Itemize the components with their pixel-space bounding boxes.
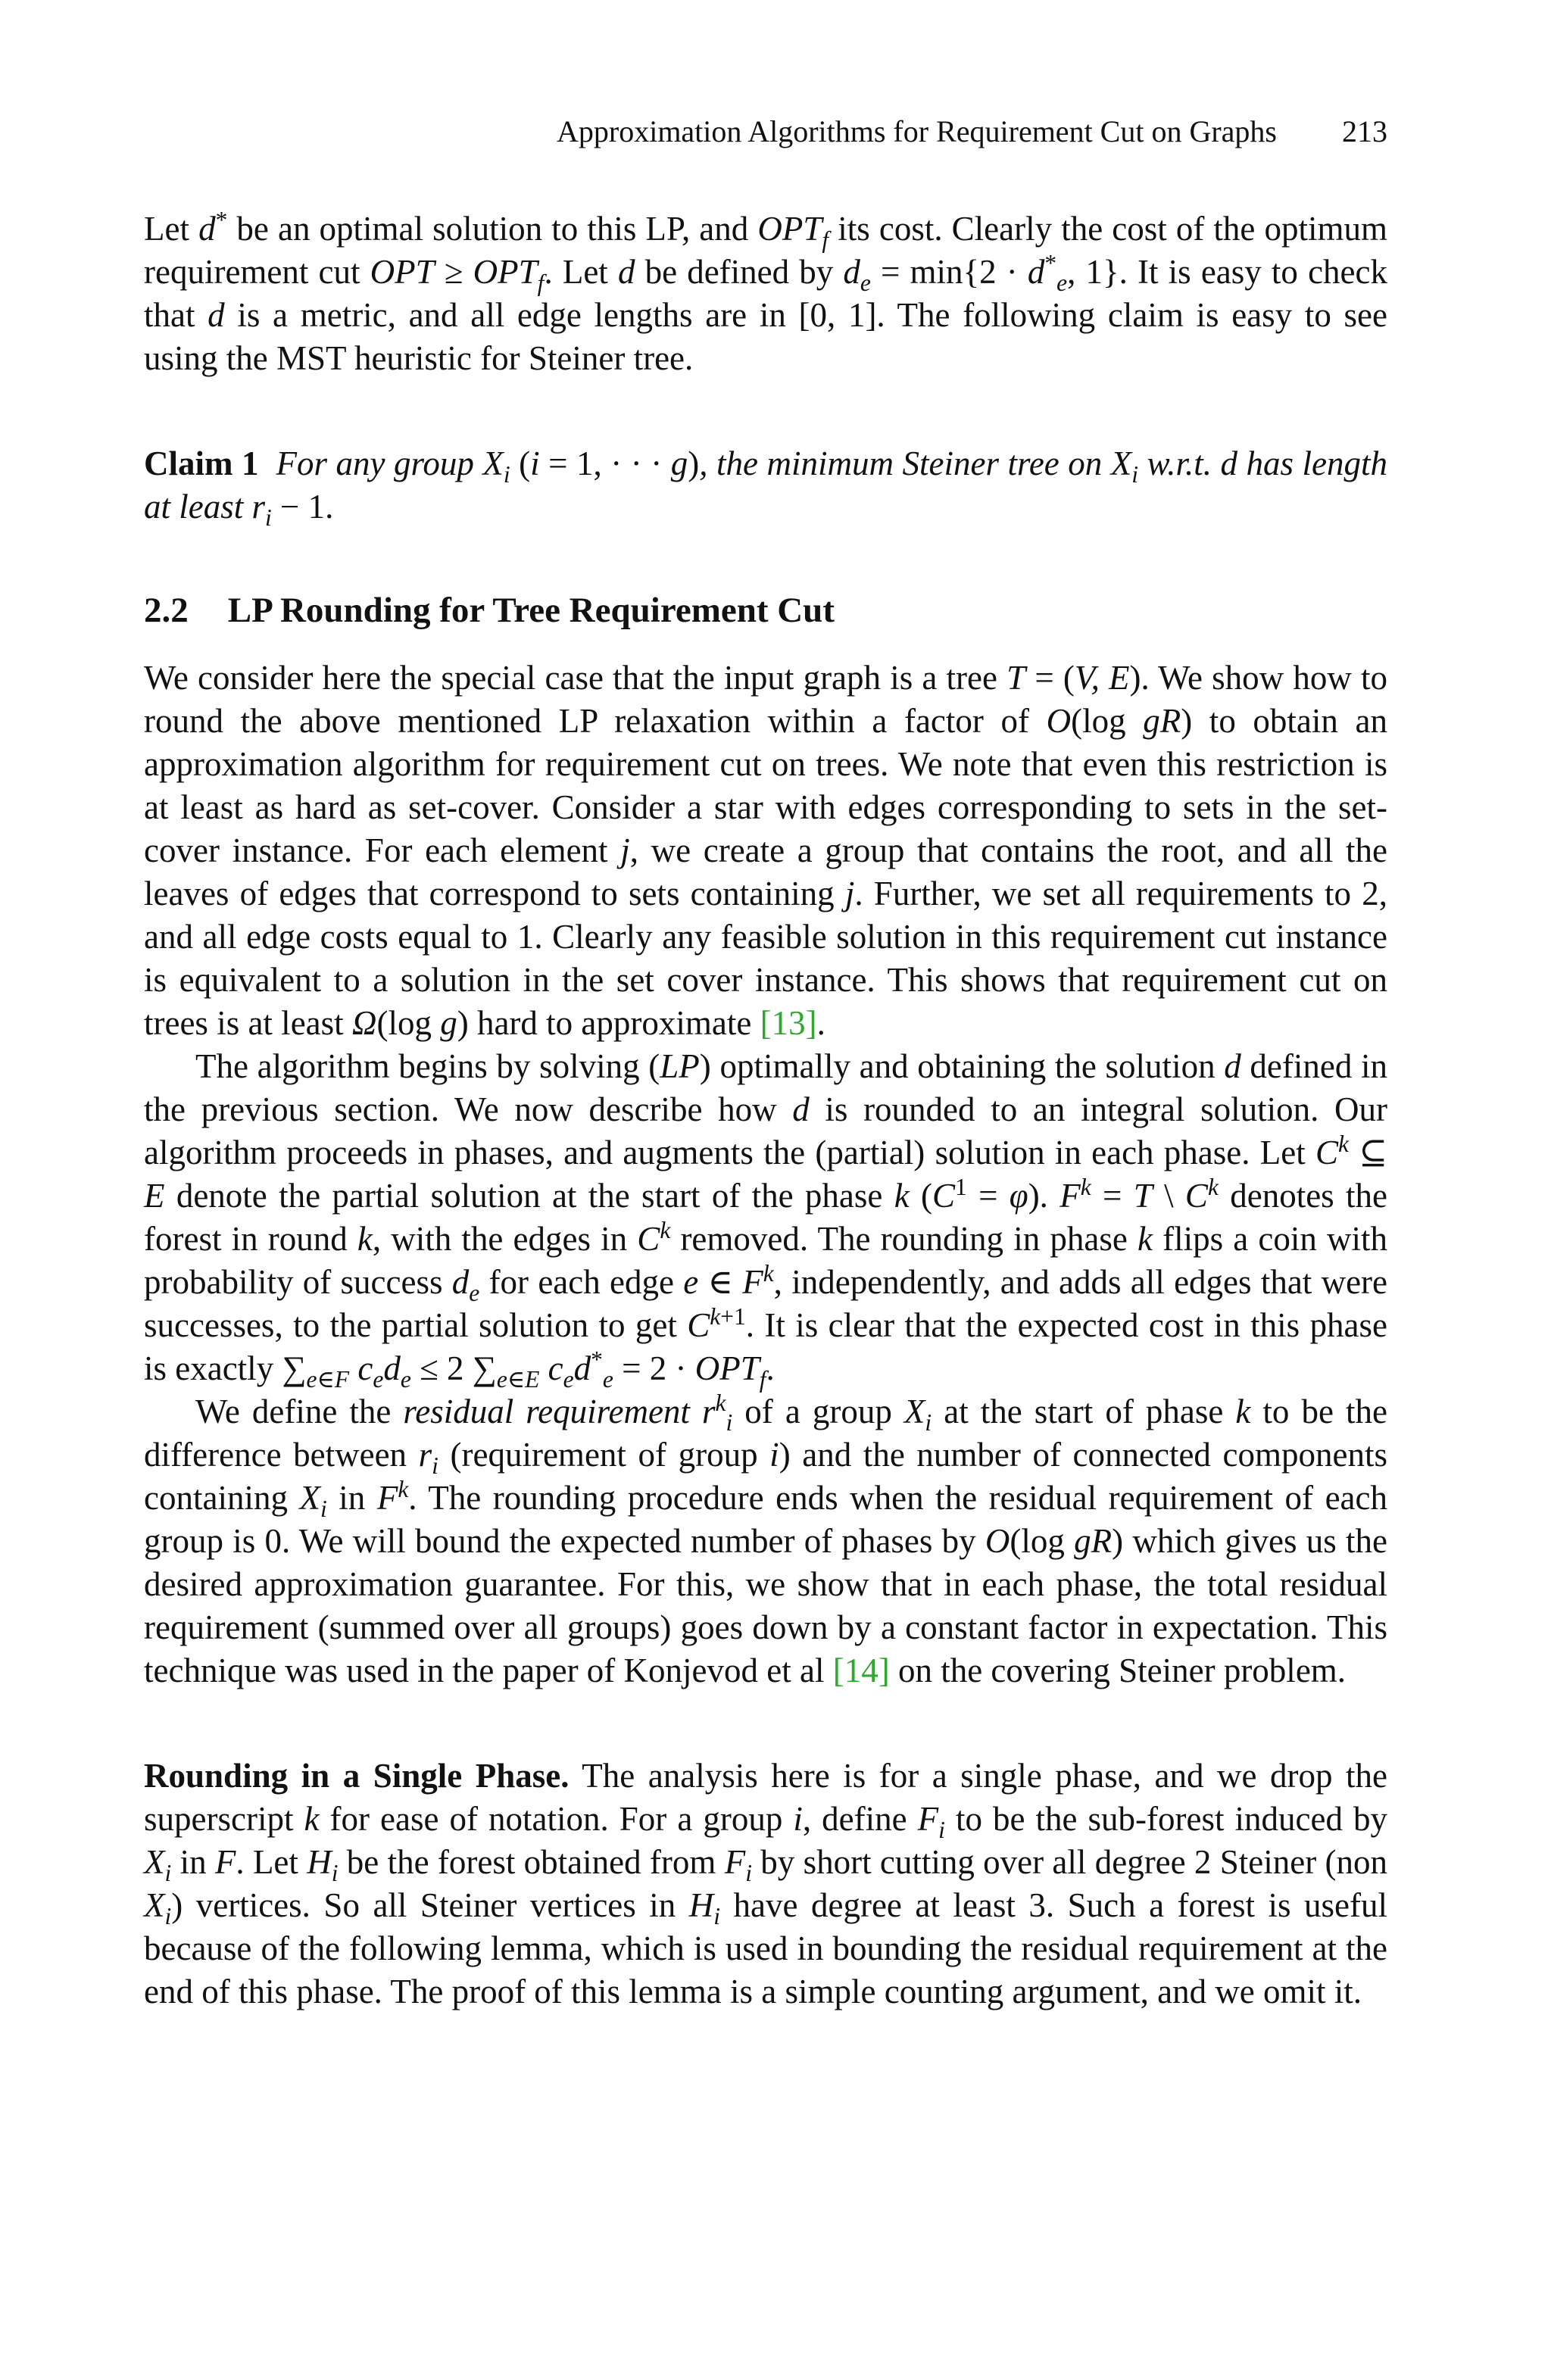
page <box>144 114 1387 2013</box>
section-title: LP Rounding for Tree Requirement Cut <box>227 591 835 630</box>
running-header <box>144 114 1387 150</box>
claim-1: Claim 1 For any group $X_i$ (i = 1, · · · g), the minimum Steiner tree on $X_i$ w.r.t. d has length at least $r_i - 1$. <box>144 444 1388 531</box>
run-in-heading: Rounding in a Single Phase. <box>144 1757 570 1795</box>
paragraph-residual: We define the residual requirement $r^k_i$ of a group $X_i$ at the start of phase k to be the difference between $r_i$ (requirement of group i) and the number of connected components containing $X_i$ in $F^k$. The rounding procedure ends when the residual requirement of each group is 0. We will bound the expected number of phases by O(log gR) which gives us the desired approximation guarantee. For this, we show that in each phase, the total residual requirement (summed over all groups) goes down by a constant factor in expectation. This technique was used in the paper of Konjevod et al [14] on the covering Steiner problem. <box>144 1390 1387 1689</box>
paragraph-single-phase: Rounding in a Single Phase. The analysis here is for a single phase, and we drop the superscript k for ease of notation. For a group i, define $F_i$ to be the sub-forest induced by $X_i$ in F. Let $H_i$ be the forest obtained from $F_i$ by short cutting over all degree 2 Steiner (non $X_i$) vertices. So all Steiner vertices in $H_i$ have degree at least 3. Such a forest is useful because of the following lemma, which is used in bounding the residual requirement at the end of this phase. The proof of this lemma is a simple counting argument, and we omit it. <box>144 1757 1388 2010</box>
page-number: 213 <box>1342 114 1387 148</box>
running-title: Approximation Algorithms for Requirement Cut on Graphs <box>557 114 1277 148</box>
paragraph-algorithm: The algorithm begins by solving (LP) optimally and obtaining the solution d defined in the previous section. We now describe how d is rounded to an integral solution. Our algorithm proceeds in phases, and augments the (partial) solution in each phase. Let $C^k$ ⊆ E denote the partial solution at the start of the phase k $(C^1 = \varphi)$. $F^k = T$ \ $C^k$ denotes the forest in round k, with the edges in $C^k$ removed. The rounding in phase k flips a coin with probability of success $d_e$ for each edge e ∈ $F^k$, independently, and adds all edges that were successes, to the partial solution to get $C^{k+1}$. It is clear that the expected cost in this phase is exactly $\sum_{e\in F}$ $c_ed_e \le 2$ $\sum_{e\in E}$ $c_ed^*_e = 2 \cdot OPT_f$. <box>144 1047 1388 1393</box>
paragraph-lp-solution: Let d* be an optimal solution to this LP, and $OPT_f$ its cost. Clearly the cost of the optimum requirement cut OPT ≥ $OPT_f$. Let d be defined by $d_e = \min\{2 \cdot d^*_e$, 1}. It is easy to check that d is a metric, and all edge lengths are in [0, 1]. The following claim is easy to see using the MST heuristic for Steiner tree. <box>144 207 1388 377</box>
citation-14[interactable]: [14] <box>832 1652 890 1689</box>
section-heading <box>144 589 1387 632</box>
section-number: 2.2 <box>144 591 189 630</box>
citation-13[interactable]: [13] <box>760 1004 817 1042</box>
claim-label: Claim 1 <box>144 444 259 482</box>
paragraph-tree-case: We consider here the special case that the input graph is a tree T = (V, E). We show how to round the above mentioned LP relaxation within a factor of O(log gR) to obtain an approximation algorithm for requirement cut on trees. We note that even this restriction is at least as hard as set-cover. Consider a star with edges corresponding to sets in the set-cover instance. For each element j, we create a group that contains the root, and all the leaves of edges that correspond to sets containing j. Further, we set all requirements to 2, and all edge costs equal to 1. Clearly any feasible solution in this requirement cut instance is equivalent to a solution in the set cover instance. This shows that requirement cut on trees is at least Ω(log g) hard to approximate [13]. <box>144 659 1387 1042</box>
